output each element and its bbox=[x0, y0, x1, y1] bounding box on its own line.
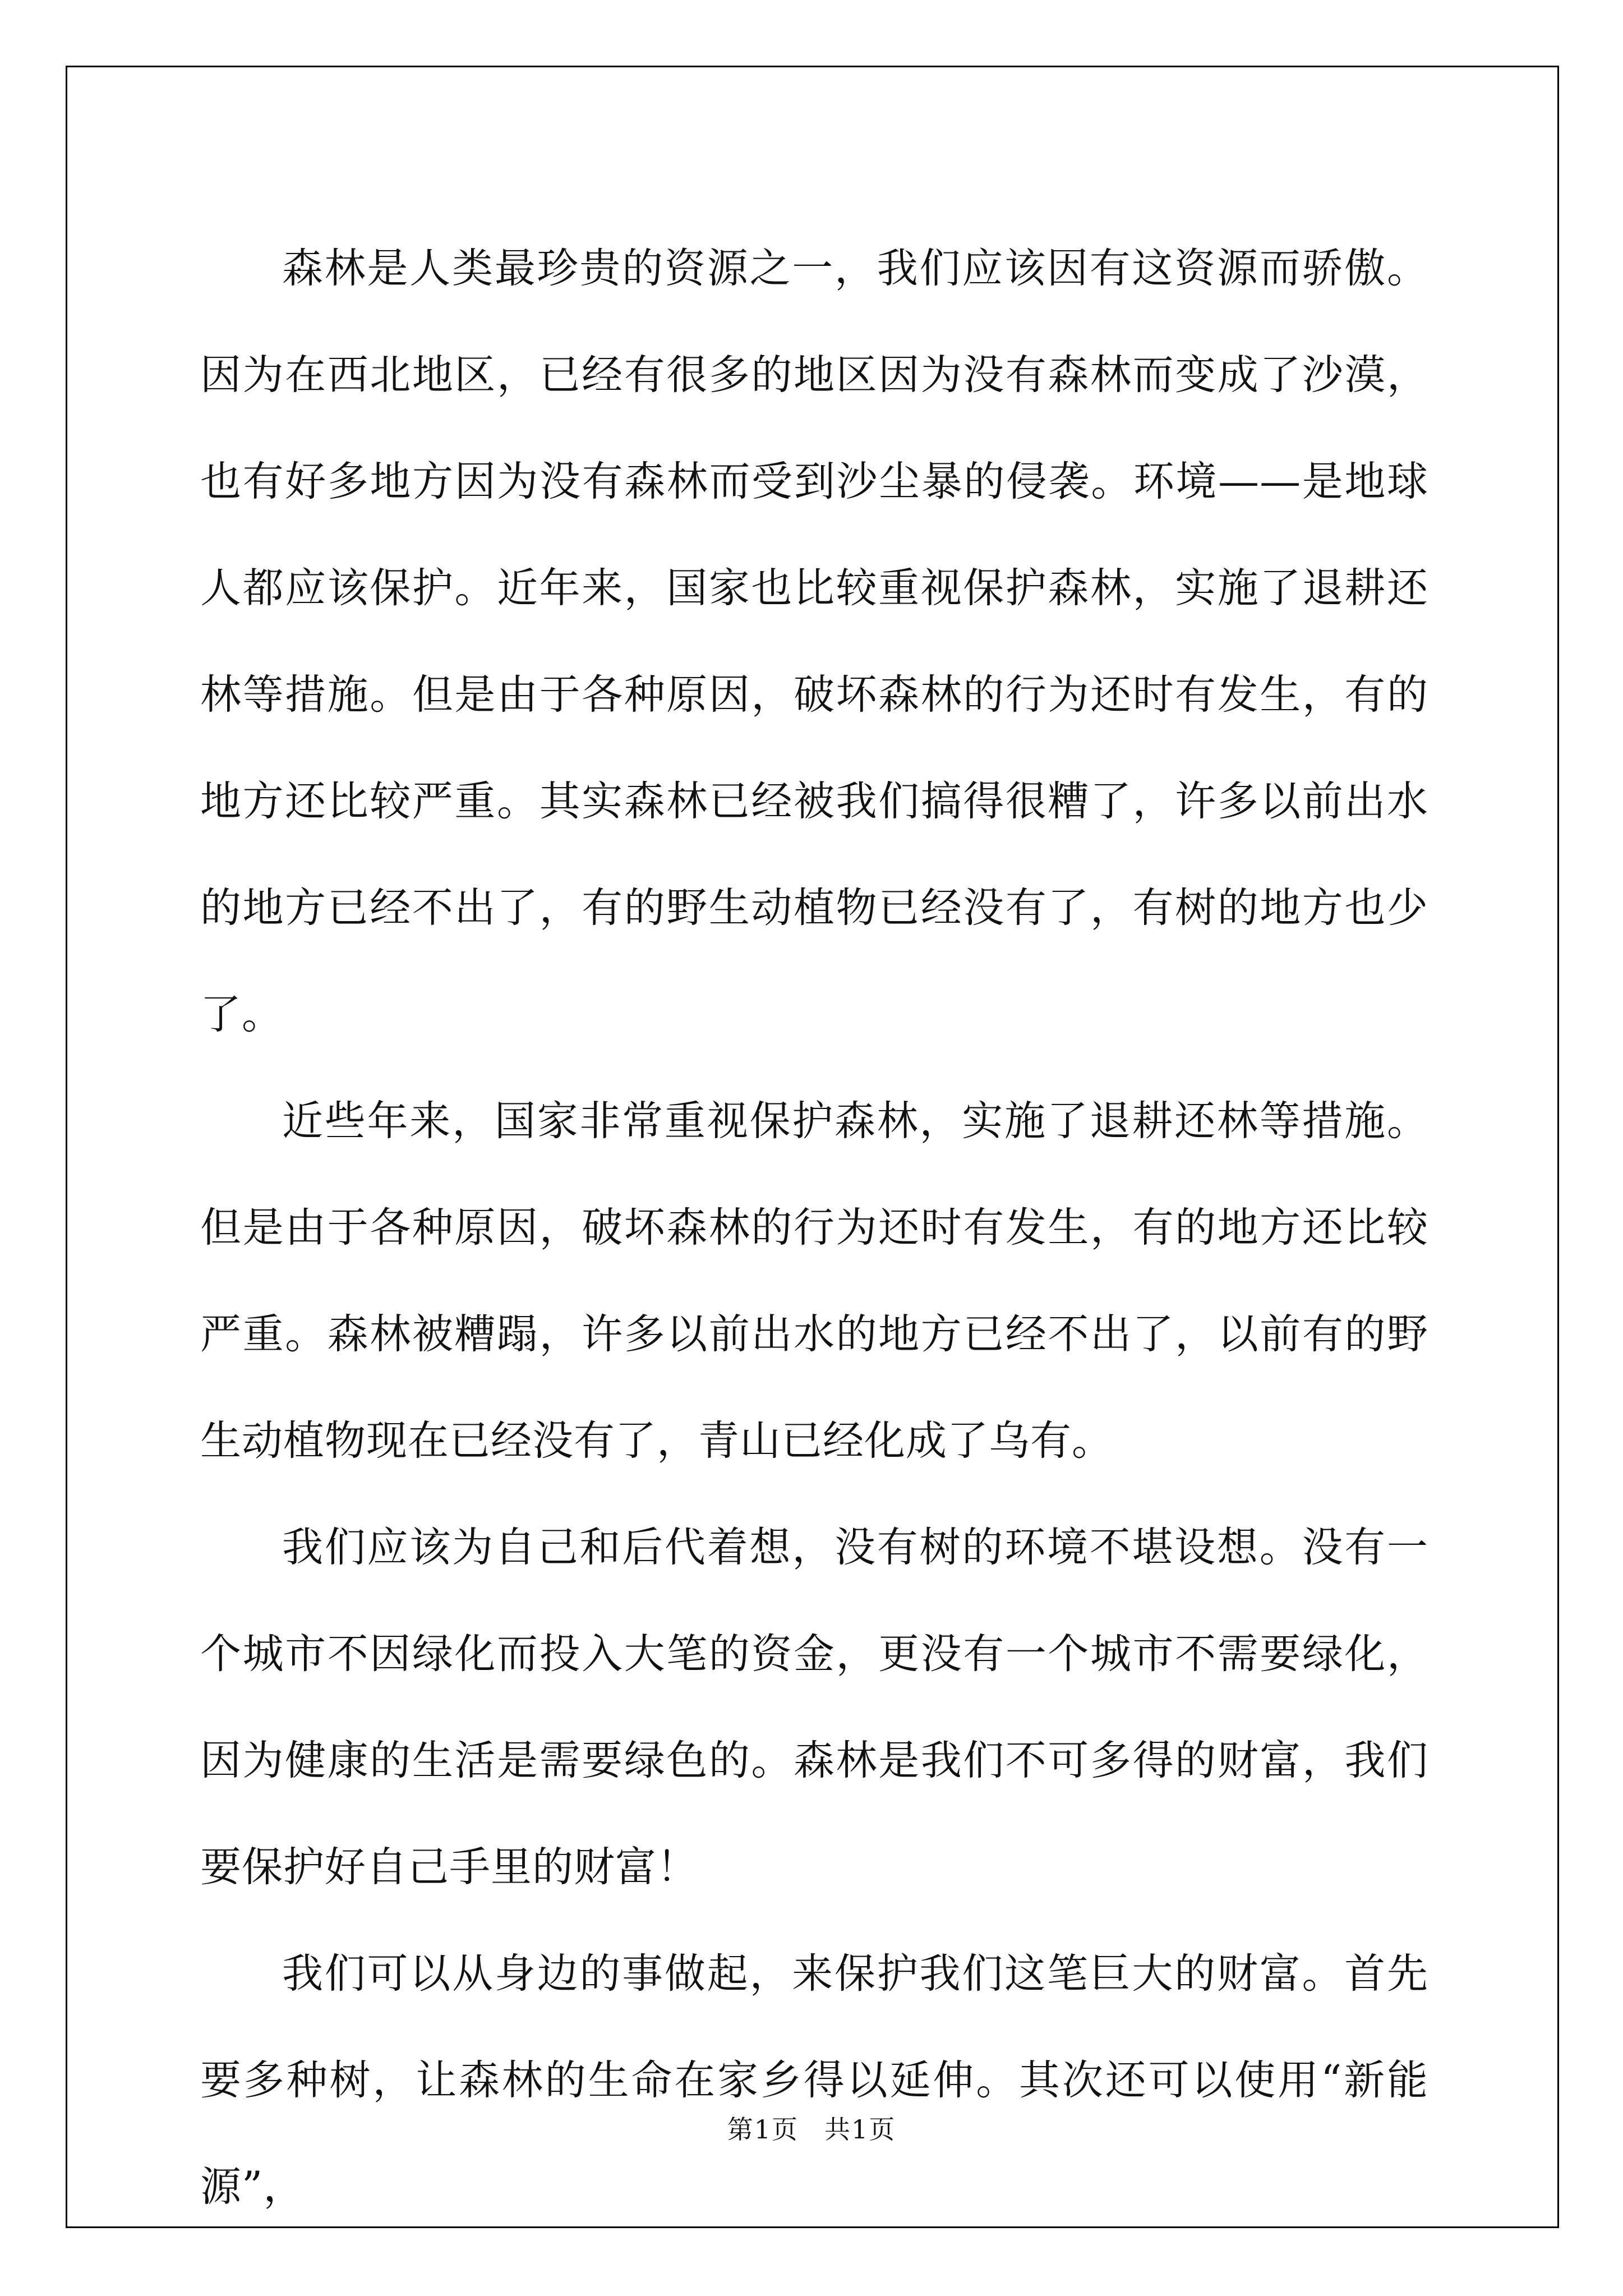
paragraph-3: 我们应该为自己和后代着想，没有树的环境不堪设想。没有一个城市不因绿化而投入大笔的资金，更没有一个城市不需要绿化，因为健康的生活是需要绿色的。森林是我们不可多得的财富，我们要保护好自己手里的财富！ bbox=[200, 1524, 1428, 1891]
paragraph-1: 森林是人类最珍贵的资源之一，我们应该因有这资源而骄傲。因为在西北地区，已经有很多的地区因为没有森林而变成了沙漠，也有好多地方因为没有森林而受到沙尘暴的侵袭。环境——是地球人都应该保护。近年来，国家也比较重视保护森林，实施了退耕还林等措施。但是由于各种原因，破坏森林的行为还时有发生，有的地方还比较严重。其实森林已经被我们搞得很糟了，许多以前出水的地方已经不出了，有的野生动植物已经没有了，有树的地方也少了。 bbox=[200, 245, 1428, 1038]
page-number: 第1页 bbox=[727, 2114, 799, 2145]
document-body bbox=[200, 215, 1428, 2240]
page-total: 共1页 bbox=[824, 2114, 896, 2145]
paragraph-2: 近些年来，国家非常重视保护森林，实施了退耕还林等措施。但是由于各种原因，破坏森林的行为还时有发生，有的地方还比较严重。森林被糟蹋，许多以前出水的地方已经不出了，以前有的野生动植物现在已经没有了，青山已经化成了乌有。 bbox=[200, 1097, 1428, 1465]
paragraph-4: 我们可以从身边的事做起，来保护我们这笔巨大的财富。首先要多种树，让森林的生命在家乡得以延伸。其次还可以使用“新能源”， bbox=[200, 1950, 1428, 2211]
page-footer bbox=[0, 2109, 1623, 2146]
